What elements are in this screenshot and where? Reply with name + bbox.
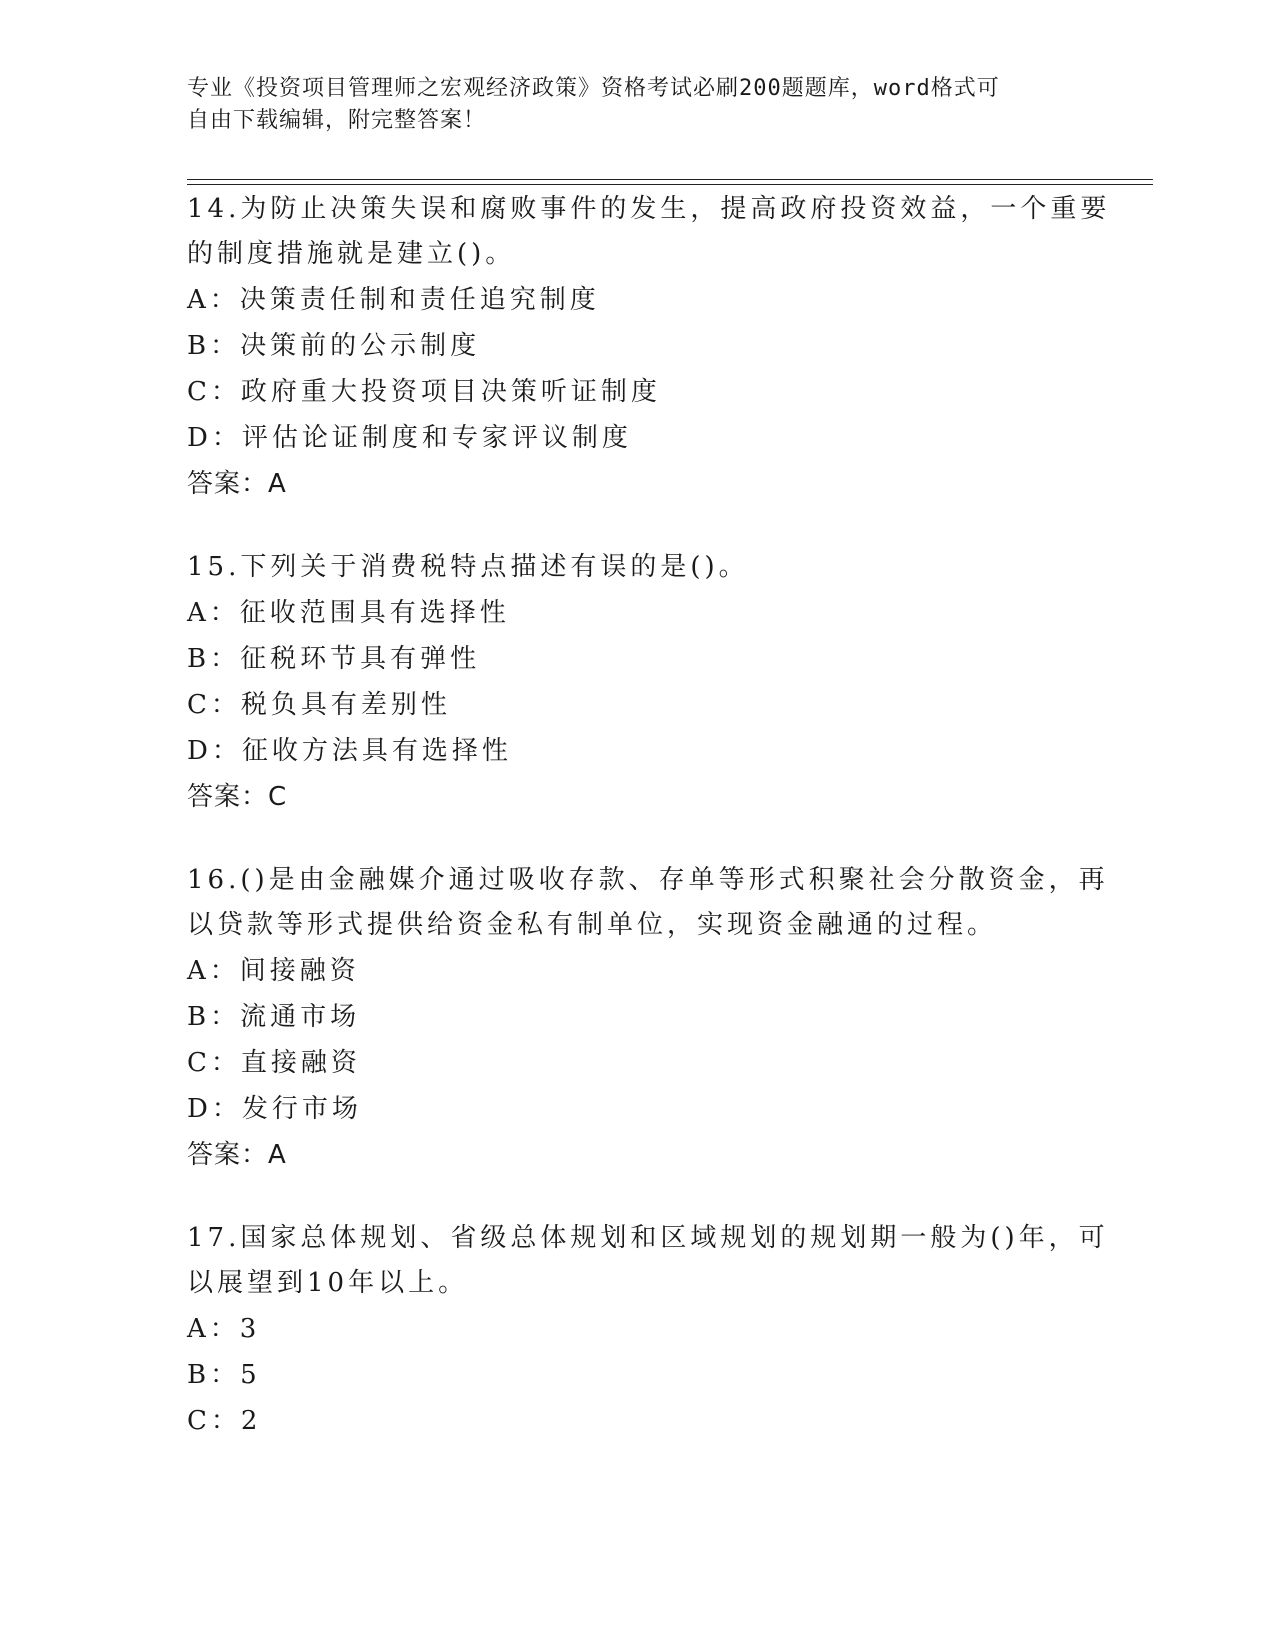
option-c: C：2: [187, 1406, 262, 1436]
option-a: A：间接融资: [187, 956, 360, 986]
option-b: B：征税环节具有弹性: [187, 644, 481, 674]
option-b: B：决策前的公示制度: [187, 331, 481, 361]
option-d: D：评估论证制度和专家评议制度: [187, 423, 632, 453]
document-header: [187, 73, 1087, 137]
option-d: D：发行市场: [187, 1094, 362, 1124]
option-b: B：5: [187, 1360, 261, 1390]
option-c: C：政府重大投资项目决策听证制度: [187, 377, 661, 407]
question-stem-line: 以贷款等形式提供给资金私有制单位，实现资金融通的过程。: [187, 910, 998, 940]
answer: 答案：A: [187, 469, 287, 499]
header-line-1: 专业《投资项目管理师之宏观经济政策》资格考试必刷200题题库，word格式可: [187, 76, 1000, 101]
option-a: A：征收范围具有选择性: [187, 598, 510, 628]
question-stem-line: 16.()是由金融媒介通过吸收存款、存单等形式积聚社会分散资金，再: [187, 865, 1109, 895]
question-stem-line: 17.国家总体规划、省级总体规划和区域规划的规划期一般为()年，可: [187, 1223, 1109, 1253]
question-14: [187, 187, 1111, 507]
option-c: C：税负具有差别性: [187, 690, 451, 720]
option-a: A：决策责任制和责任追究制度: [187, 285, 600, 315]
question-stem-line: 15.下列关于消费税特点描述有误的是()。: [187, 552, 749, 582]
question-stem-line: 以展望到10年以上。: [187, 1268, 469, 1298]
option-d: D：征收方法具有选择性: [187, 736, 512, 766]
header-divider-top: [187, 179, 1153, 180]
question-stem-line: 的制度措施就是建立()。: [187, 239, 516, 269]
answer: 答案：A: [187, 1140, 287, 1170]
header-divider-bottom: [187, 184, 1153, 185]
option-c: C：直接融资: [187, 1048, 361, 1078]
question-stem-line: 14.为防止决策失误和腐败事件的发生，提高政府投资效益，一个重要: [187, 194, 1111, 224]
option-a: A：3: [187, 1314, 261, 1344]
question-list: [187, 187, 1111, 1482]
header-line-2: 自由下载编辑，附完整答案！: [187, 108, 487, 133]
question-16: [187, 858, 1109, 1178]
option-b: B：流通市场: [187, 1002, 361, 1032]
question-15: [187, 545, 1087, 820]
answer: 答案：C: [187, 782, 288, 812]
question-17: [187, 1216, 1109, 1444]
